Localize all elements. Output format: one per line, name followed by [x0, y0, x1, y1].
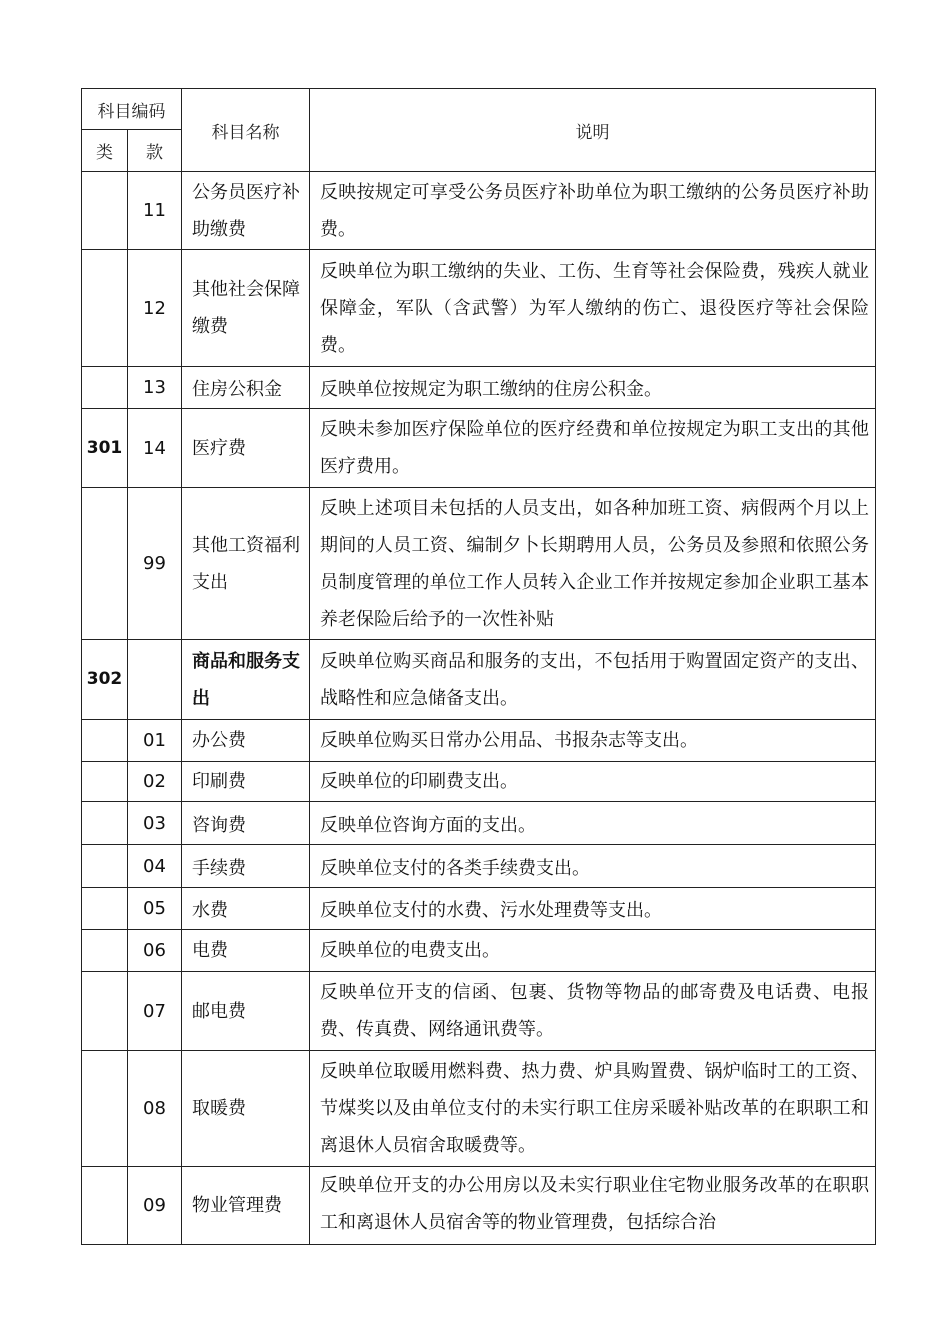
lei-cell [82, 762, 128, 802]
kuan-cell: 07 [128, 972, 182, 1051]
lei-cell [82, 972, 128, 1051]
kuan-cell: 09 [128, 1167, 182, 1245]
table-row [82, 845, 876, 888]
lei-cell [82, 172, 128, 250]
description-cell: 反映单位开支的信函、包裹、货物等物品的邮寄费及电话费、电报费、传真费、网络通讯费等。 [310, 972, 876, 1051]
kuan-cell: 04 [128, 845, 182, 888]
lei-cell [82, 488, 128, 640]
table-row [82, 802, 876, 845]
header-subject-name: 科目名称 [182, 89, 310, 172]
table-row [82, 409, 876, 488]
description-cell: 反映单位支付的各类手续费支出。 [310, 845, 876, 888]
header-row [82, 89, 876, 130]
table-row [82, 172, 876, 250]
kuan-cell: 06 [128, 930, 182, 972]
kuan-cell: 01 [128, 720, 182, 762]
lei-cell [82, 367, 128, 409]
header-lei: 类 [82, 130, 128, 172]
lei-cell [82, 1051, 128, 1167]
lei-cell [82, 250, 128, 367]
subject-name-cell: 印刷费 [182, 762, 310, 802]
table-row [82, 720, 876, 762]
header-subject-code: 科目编码 [82, 89, 182, 130]
table-row [82, 250, 876, 367]
description-cell: 反映未参加医疗保险单位的医疗经费和单位按规定为职工支出的其他医疗费用。 [310, 409, 876, 488]
lei-cell: 301 [82, 409, 128, 488]
subject-name-cell: 邮电费 [182, 972, 310, 1051]
lei-cell [82, 845, 128, 888]
description-cell: 反映单位支付的水费、污水处理费等支出。 [310, 888, 876, 930]
table-row [82, 640, 876, 720]
description-cell: 反映单位的印刷费支出。 [310, 762, 876, 802]
subject-name-cell: 水费 [182, 888, 310, 930]
table-row [82, 762, 876, 802]
description-cell: 反映单位购买商品和服务的支出，不包括用于购置固定资产的支出、战略性和应急储备支出。 [310, 640, 876, 720]
header-kuan: 款 [128, 130, 182, 172]
kuan-cell [128, 640, 182, 720]
description-cell: 反映单位为职工缴纳的失业、工伤、生育等社会保险费，残疾人就业保障金，军队（含武警）为军人缴纳的伤亡、退役医疗等社会保险费。 [310, 250, 876, 367]
lei-cell: 302 [82, 640, 128, 720]
kuan-cell: 08 [128, 1051, 182, 1167]
lei-cell [82, 720, 128, 762]
kuan-cell: 99 [128, 488, 182, 640]
kuan-cell: 12 [128, 250, 182, 367]
header-description: 说明 [310, 89, 876, 172]
lei-cell [82, 888, 128, 930]
subject-name-cell: 取暖费 [182, 1051, 310, 1167]
subject-name-cell: 住房公积金 [182, 367, 310, 409]
subject-name-cell: 手续费 [182, 845, 310, 888]
lei-cell [82, 1167, 128, 1245]
description-cell: 反映单位咨询方面的支出。 [310, 802, 876, 845]
subject-name-cell: 电费 [182, 930, 310, 972]
subject-name-cell: 其他工资福利支出 [182, 488, 310, 640]
subject-name-cell: 咨询费 [182, 802, 310, 845]
lei-cell [82, 930, 128, 972]
kuan-cell: 11 [128, 172, 182, 250]
table-row [82, 1051, 876, 1167]
kuan-cell: 02 [128, 762, 182, 802]
description-cell: 反映单位购买日常办公用品、书报杂志等支出。 [310, 720, 876, 762]
kuan-cell: 03 [128, 802, 182, 845]
budget-subject-table [81, 88, 876, 1245]
subject-name-cell: 公务员医疗补助缴费 [182, 172, 310, 250]
description-cell: 反映单位按规定为职工缴纳的住房公积金。 [310, 367, 876, 409]
table-row [82, 367, 876, 409]
description-cell: 反映上述项目未包括的人员支出，如各种加班工资、病假两个月以上期间的人员工资、编制夕卜长期聘用人员，公务员及参照和依照公务员制度管理的单位工作人员转入企业工作并按规定参加企业职工基本养老保险后给予的一次性补贴 [310, 488, 876, 640]
subject-name-cell: 物业管理费 [182, 1167, 310, 1245]
subject-name-cell: 医疗费 [182, 409, 310, 488]
description-cell: 反映单位开支的办公用房以及未实行职业住宅物业服务改革的在职职工和离退休人员宿舍等的物业管理费，包括综合治 [310, 1167, 876, 1245]
kuan-cell: 14 [128, 409, 182, 488]
subject-name-cell: 办公费 [182, 720, 310, 762]
table-row [82, 1167, 876, 1245]
description-cell: 反映单位的电费支出。 [310, 930, 876, 972]
description-cell: 反映单位取暖用燃料费、热力费、炉具购置费、锅炉临时工的工资、节煤奖以及由单位支付的未实行职工住房采暖补贴改革的在职职工和离退休人员宿舍取暖费等。 [310, 1051, 876, 1167]
subject-name-cell: 商品和服务支出 [182, 640, 310, 720]
kuan-cell: 13 [128, 367, 182, 409]
subject-name-cell: 其他社会保障缴费 [182, 250, 310, 367]
table-row [82, 972, 876, 1051]
table-row [82, 488, 876, 640]
lei-cell [82, 802, 128, 845]
table-row [82, 930, 876, 972]
description-cell: 反映按规定可享受公务员医疗补助单位为职工缴纳的公务员医疗补助费。 [310, 172, 876, 250]
kuan-cell: 05 [128, 888, 182, 930]
table-row [82, 888, 876, 930]
